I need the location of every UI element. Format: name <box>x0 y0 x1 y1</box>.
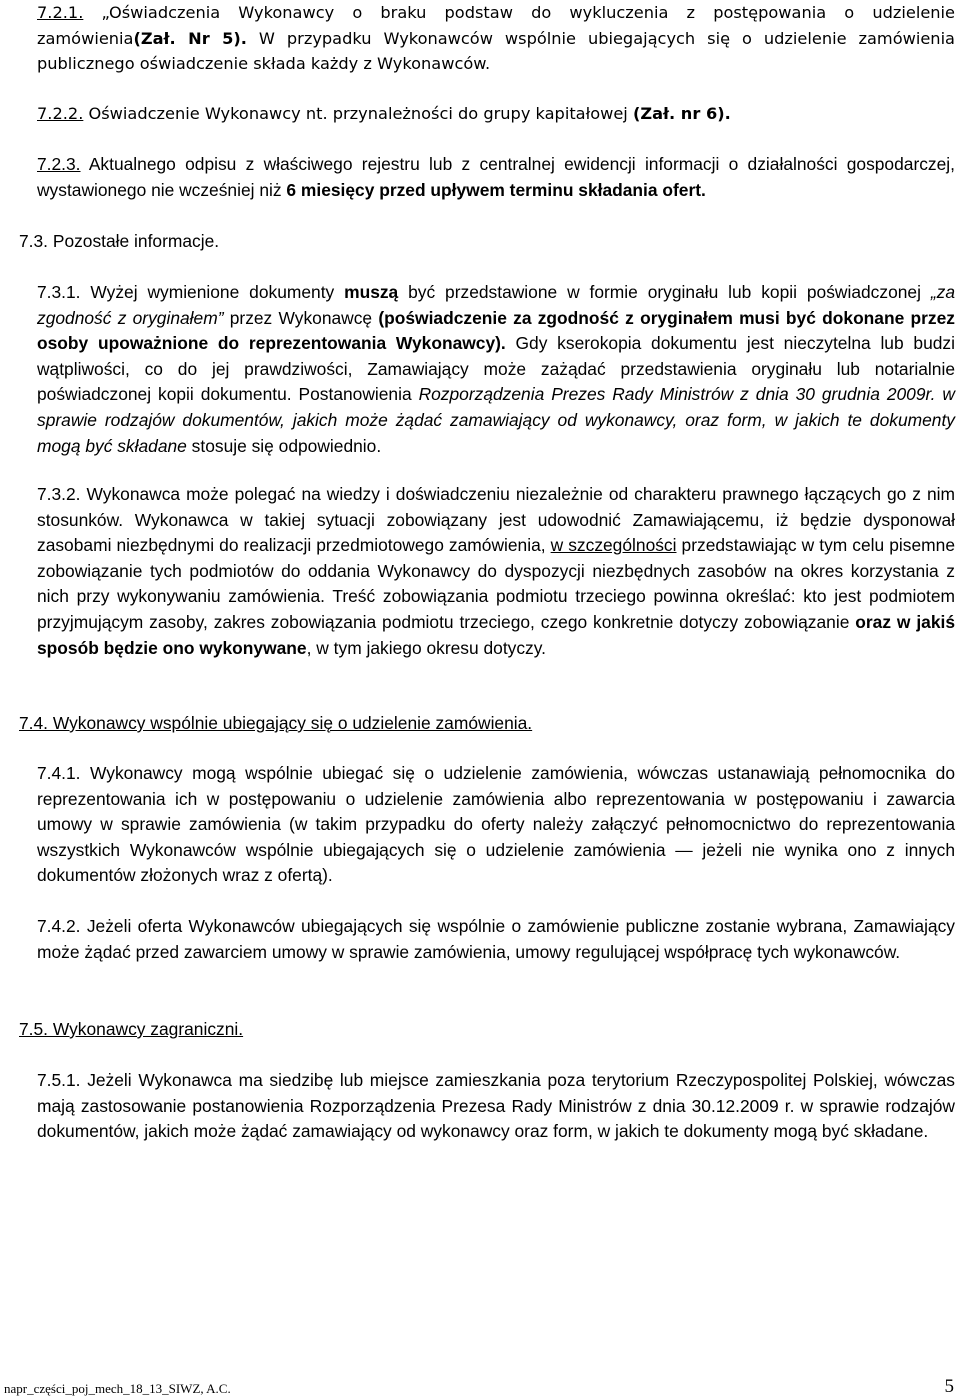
bold-annex-ref: (Zał. Nr 5). <box>133 28 247 48</box>
paragraph-7-3-2 <box>37 482 955 661</box>
paragraph-text: Aktualnego odpisu z właściwego rejestru lub z centralnej ewidencji informacji o działalności gospodarczej, wystawionego nie wcześniej niż <box>37 154 955 200</box>
section-heading-7-5 <box>19 1017 243 1042</box>
section-title: 7.4. Wykonawcy wspólnie ubiegający się o udzielenie zamówienia. <box>19 713 533 733</box>
paragraph-7-4-1 <box>37 761 955 889</box>
paragraph-7-3-1 <box>37 280 955 459</box>
paragraph-7-2-3 <box>37 152 955 203</box>
paragraph-text: 7.4.2. Jeżeli oferta Wykonawców ubiegających się wspólnie o zamówienie publiczne zostanie wybrana, Zamawiający może żądać przed zawarciem umowy w sprawie zamówienia, umowy regulującej współpracę tych wykonawców. <box>37 916 955 962</box>
paragraph-text: 7.3.2. Wykonawca może polegać na wiedzy i doświadczeniu niezależnie od charakteru prawnego łączących go z nim stosunków. Wykonawca w takiej sytuacji zobowiązany jest udowodnić Zamawiającemu, iż będzie dysponował zasobami niezbędnymi do realizacji przedmiotowego zamówienia, <box>37 484 955 556</box>
paragraph-7-2-2 <box>37 101 955 127</box>
paragraph-text: 7.5.1. Jeżeli Wykonawca ma siedzibę lub miejsce zamieszkania poza terytorium Rzeczypospolitej Polskiej, wówczas mają zastosowanie postanowienia Rozporządzenia Prezesa Rady Ministrów z dnia 30.12.2009 r. w sprawie rodzajów dokumentów, jakich może żądać zamawiający od wykonawcy oraz form, w jakich te dokumenty mogą być składane. <box>37 1070 955 1142</box>
paragraph-text: „Oświadczenia Wykonawcy o braku podstaw do wykluczenia z postępowania o udzielenie zamówienia <box>37 3 955 48</box>
bold-annex-ref: (Zał. nr 6). <box>632 104 731 123</box>
paragraph-text: 7.4.1. Wykonawcy mogą wspólnie ubiegać się o udzielenie zamówienia, wówczas ustanawiają pełnomocnika do reprezentowania ich w postępowaniu o udzielenie zamówienia albo reprezentowania w postępowaniu i zawarcia umowy w sprawie zamówienia (w takim przypadku do oferty należy załączyć pełnomocnictwo do reprezentowania wszystkich Wykonawców wspólnie ubiegających się o udzielenie zamówienia — jeżeli nie wynika ono z innych dokumentów złożonych wraz z ofertą). <box>37 763 955 886</box>
bold-deadline: 6 miesięcy przed upływem terminu składania ofert. <box>286 179 706 200</box>
paragraph-text: Gdy kserokopia dokumentu jest nieczytelna lub budzi wątpliwości, co do jej prawdziwości, Zamawiający może zażądać przedstawienia oryginału lub notarialnie poświadczonej kopii dokumentu. Postanowienia <box>37 333 955 405</box>
paragraph-text: być przedstawione w formie oryginału lub kopii poświadczonej <box>398 282 931 302</box>
section-number-7-2-2: 7.2.2. <box>37 104 84 123</box>
section-heading-7-3 <box>19 229 219 254</box>
footer-filename: napr_części_poj_mech_18_13_SIWZ, A.C. <box>4 1381 231 1396</box>
section-number-7-2-3: 7.2.3. <box>37 154 81 174</box>
paragraph-text: przedstawiając w tym celu pisemne zobowiązanie tych podmiotów do oddania Wykonawcy do dyspozycji niezbędnych zasobów na okres korzystania z nich przy wykonywaniu zamówienia. Treść zobowiązania podmiotu trzeciego powinna określać: kto jest podmiotem przyjmującym zasoby, zakres zobowiązania podmiotu trzeciego, czego konkretnie dotyczy zobowiązanie <box>37 535 955 632</box>
paragraph-text: , w tym jakiego okresu dotyczy. <box>306 637 546 658</box>
section-title: 7.5. Wykonawcy zagraniczni. <box>19 1019 244 1039</box>
paragraph-7-4-2 <box>37 914 955 965</box>
page-number: 5 <box>944 1376 954 1397</box>
paragraph-text: stosuje się odpowiednio. <box>186 435 382 456</box>
paragraph-text: W przypadku Wykonawców wspólnie ubiegających się o udzielenie zamówienia publicznego oświadczenie składa każdy z Wykonawców. <box>37 28 955 74</box>
section-number-7-2-1: 7.2.1. <box>37 3 84 22</box>
bold-text: muszą <box>344 282 399 302</box>
section-title: 7.3. Pozostałe informacje. <box>19 231 220 251</box>
paragraph-7-2-1 <box>37 0 955 77</box>
italic-text: „za zgodność z oryginałem” <box>37 282 956 328</box>
paragraph-7-5-1 <box>37 1068 955 1145</box>
paragraph-text: 7.3.1. Wyżej wymienione dokumenty <box>37 282 345 302</box>
underlined-text: w szczególności <box>550 535 677 556</box>
paragraph-text: przez Wykonawcę <box>223 307 379 328</box>
italic-regulation: Rozporządzenia Prezes Rady Ministrów z dnia 30 grudnia 2009r. w sprawie rodzajów dokumentów, jakich może żądać zamawiający od wykonawcy, oraz form, w jakich te dokumenty mogą być składane <box>37 384 955 456</box>
paragraph-text: Oświadczenie Wykonawcy nt. przynależności do grupy kapitałowej <box>83 104 633 123</box>
bold-text: (poświadczenie za zgodność z oryginałem musi być dokonane przez osoby upoważnione do reprezentowania Wykonawcy). <box>37 307 955 354</box>
bold-text: oraz w jakiś sposób będzie ono wykonywane <box>37 611 955 658</box>
section-heading-7-4 <box>19 711 532 736</box>
